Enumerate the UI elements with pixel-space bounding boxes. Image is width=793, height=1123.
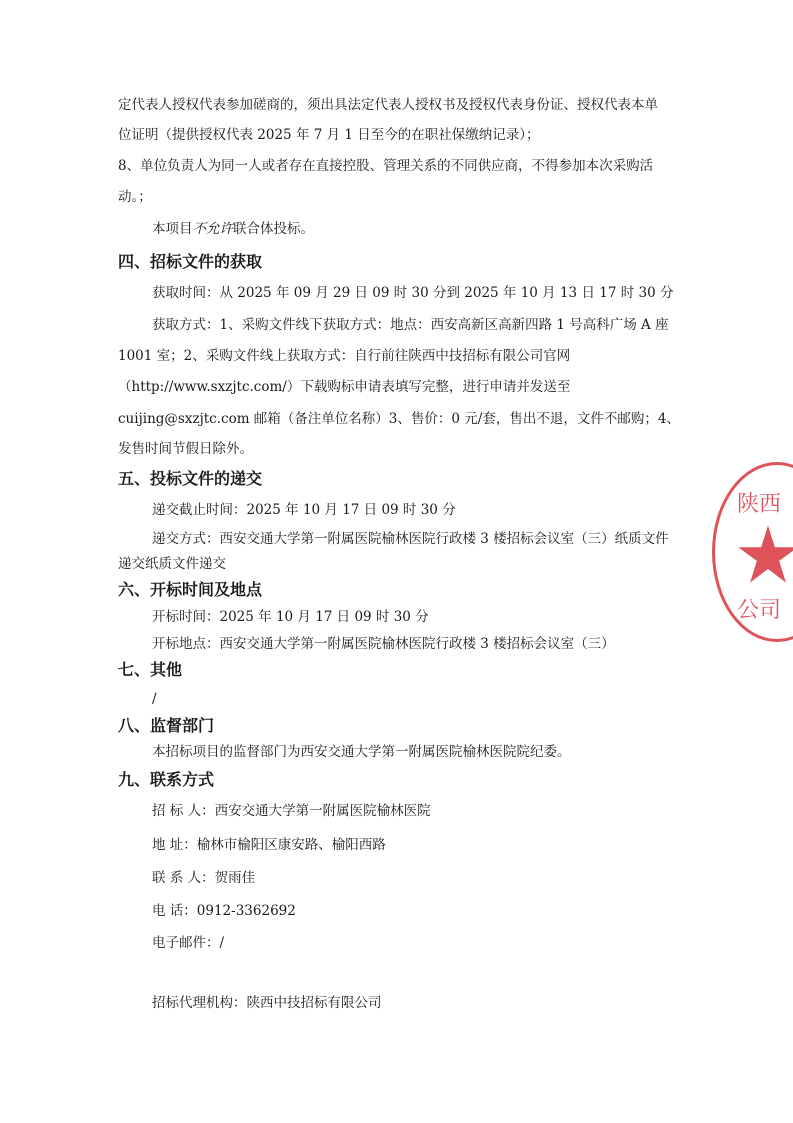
contact-agency: 招标代理机构：陕西中技招标有限公司 <box>152 995 382 1011</box>
section-7-heading: 七、其他 <box>118 660 183 679</box>
contact-person: 联 系 人：贺雨佳 <box>152 870 256 886</box>
consortium-prefix: 本项目 <box>152 221 193 237</box>
intro-line-4: 动。； <box>118 189 152 205</box>
seal-top-text: 陕西 <box>737 492 782 517</box>
section-5-line-1: 递交截止时间：2025 年 10 月 17 日 09 时 30 分 <box>152 502 456 518</box>
section-4-line-3: 1001 室；2、采购文件线上获取方式：自行前往陕西中技招标有限公司官网 <box>118 348 571 364</box>
section-5-line-2: 递交方式：西安交通大学第一附属医院榆林医院行政楼 3 楼招标会议室（三）纸质文件 <box>152 531 669 547</box>
consortium-suffix: 联合体投标。 <box>233 221 314 237</box>
section-5-line-3: 递交纸质文件递交 <box>118 556 226 572</box>
section-4-line-1: 获取时间：从 2025 年 09 月 29 日 09 时 30 分到 2025 年 10 月 13 日 17 时 30 分 <box>152 285 674 301</box>
section-4-line-5: cuijing@sxzjtc.com 邮箱（备注单位名称）3、售价：0 元/套，售出不退，文件不邮购；4、 <box>118 411 680 427</box>
contact-address: 地 址：榆林市榆阳区康安路、榆阳西路 <box>152 837 386 853</box>
company-seal <box>712 462 793 642</box>
section-4-heading: 四、招标文件的获取 <box>118 252 263 271</box>
star-icon <box>737 525 793 585</box>
consortium-line <box>152 220 314 238</box>
section-8-heading: 八、监督部门 <box>118 716 215 735</box>
contact-phone: 电 话：0912-3362692 <box>152 903 296 919</box>
section-4-line-4: （http://www.sxzjtc.com/）下载购标申请表填写完整，进行申请并发送至 <box>118 379 571 395</box>
intro-line-2: 位证明（提供授权代表 2025 年 7 月 1 日至今的在职社保缴纳记录）； <box>118 127 540 143</box>
intro-line-3: 8、单位负责人为同一人或者存在直接控股、管理关系的不同供应商，不得参加本次采购活 <box>118 158 654 174</box>
intro-line-1: 定代表人授权代表参加磋商的，须出具法定代表人授权书及授权代表身份证、授权代表本单 <box>118 97 658 113</box>
consortium-not-allowed: 不允许 <box>192 221 233 237</box>
section-6-line-1: 开标时间：2025 年 10 月 17 日 09 时 30 分 <box>152 609 429 625</box>
section-6-heading: 六、开标时间及地点 <box>118 580 263 599</box>
contact-tenderer: 招 标 人：西安交通大学第一附属医院榆林医院 <box>152 803 431 819</box>
seal-bottom-text: 公司 <box>737 598 782 623</box>
contact-email: 电子邮件：/ <box>152 935 225 951</box>
section-8-line-1: 本招标项目的监督部门为西安交通大学第一附属医院榆林医院院纪委。 <box>152 744 571 760</box>
section-7-line-1: / <box>152 691 157 707</box>
section-4-line-6: 发售时间节假日除外。 <box>118 441 253 457</box>
section-9-heading: 九、联系方式 <box>118 770 215 789</box>
section-6-line-2: 开标地点：西安交通大学第一附属医院榆林医院行政楼 3 楼招标会议室（三） <box>152 636 615 652</box>
section-5-heading: 五、投标文件的递交 <box>118 469 263 488</box>
section-4-line-2: 获取方式：1、采购文件线下获取方式：地点：西安高新区高新四路 1 号高科广场 A 座 <box>152 317 669 333</box>
